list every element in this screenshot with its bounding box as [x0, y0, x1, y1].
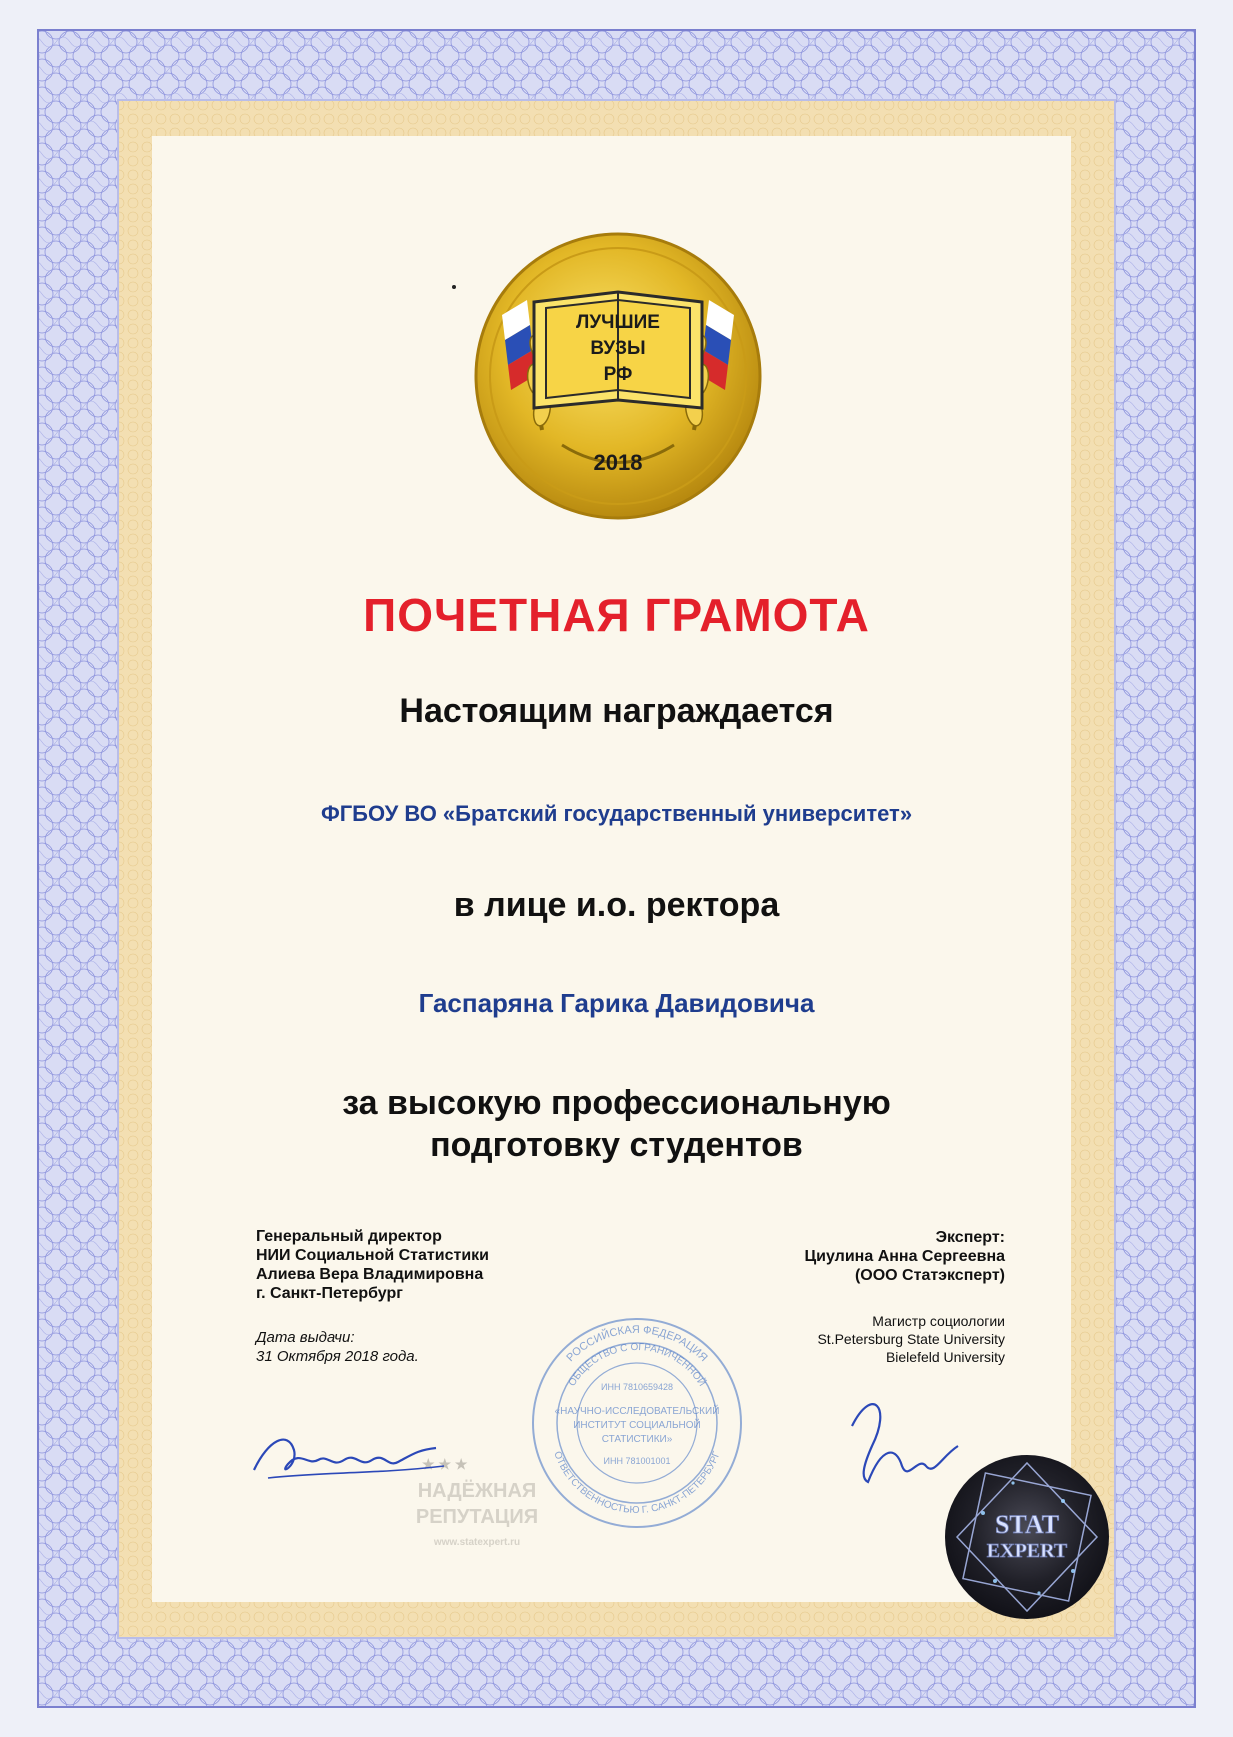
left-institute: НИИ Социальной Статистики: [256, 1247, 489, 1264]
medal-year: 2018: [593, 450, 643, 475]
right-role: Эксперт:: [935, 1229, 1005, 1246]
emboss-line2: РЕПУТАЦИЯ: [415, 1506, 539, 1528]
left-signatory: [256, 1227, 489, 1303]
stamp-center3: СТАТИСТИКИ»: [601, 1434, 673, 1445]
right-company: (ООО Статэксперт): [854, 1267, 1005, 1284]
reason-line-2: подготовку студентов: [430, 1126, 803, 1164]
emboss-line3: www.statexpert.ru: [433, 1537, 521, 1548]
holo-line2: EXPERT: [986, 1540, 1068, 1562]
issue-date: [256, 1328, 419, 1366]
stamp-center2: ИНСТИТУТ СОЦИАЛЬНОЙ: [573, 1420, 701, 1431]
emboss-line1: НАДЁЖНАЯ: [417, 1480, 537, 1502]
date-label: Дата выдачи:: [256, 1329, 355, 1346]
right-degree: Магистр социологии: [872, 1313, 1005, 1329]
holo-line1: STAT: [994, 1510, 1060, 1539]
award-reason: [0, 1082, 1233, 1166]
left-position: Генеральный директор: [256, 1228, 442, 1245]
represented-by: в лице и.о. ректора: [453, 886, 780, 924]
organization-name: ФГБОУ ВО «Братский государственный университет»: [320, 801, 913, 826]
stamp-ring: ОБЩЕСТВО С ОГРАНИЧЕННОЙ: [566, 1341, 708, 1389]
stamp-ogrn: ИНН 781001001: [603, 1456, 671, 1466]
left-signature: [248, 1420, 448, 1490]
certificate-title: ПОЧЕТНАЯ ГРАМОТА: [363, 589, 870, 641]
svg-text:★ ★ ★: ★ ★ ★: [422, 1456, 468, 1472]
hologram-sticker: [943, 1453, 1111, 1621]
right-signatory: [804, 1228, 1005, 1285]
left-name: Алиева Вера Владимировна: [256, 1266, 484, 1283]
medal-line1: ЛУЧШИЕ: [576, 312, 660, 333]
right-name: Циулина Анна Сергеевна: [804, 1248, 1005, 1265]
medal-emblem: [472, 230, 764, 522]
stamp-inn: ИНН 7810659428: [600, 1382, 674, 1392]
left-city: г. Санкт-Петербург: [256, 1285, 403, 1302]
awarded-line: Настоящим награждается: [399, 692, 834, 730]
ink-speck: [452, 285, 456, 289]
right-credentials: [817, 1312, 1005, 1366]
stamp-outer-bottom: ОТВЕТСТВЕННОСТЬЮ Г. САНКТ-ПЕТЕРБУРГ: [551, 1450, 723, 1517]
medal-line2: ВУЗЫ: [590, 338, 646, 359]
stamp-outer-top: РОССИЙСКАЯ ФЕДЕРАЦИЯ: [564, 1323, 710, 1365]
reason-line-1: за высокую профессиональную: [342, 1084, 891, 1122]
right-univ1: St.Petersburg State University: [817, 1331, 1005, 1347]
awardee-name: Гаспаряна Гарика Давидовича: [418, 988, 815, 1018]
date-value: 31 Октября 2018 года.: [256, 1348, 419, 1365]
right-univ2: Bielefeld University: [885, 1349, 1005, 1365]
stamp-center1: «НАУЧНО-ИССЛЕДОВАТЕЛЬСКИЙ: [554, 1406, 720, 1417]
medal-line3: РФ: [603, 364, 633, 385]
